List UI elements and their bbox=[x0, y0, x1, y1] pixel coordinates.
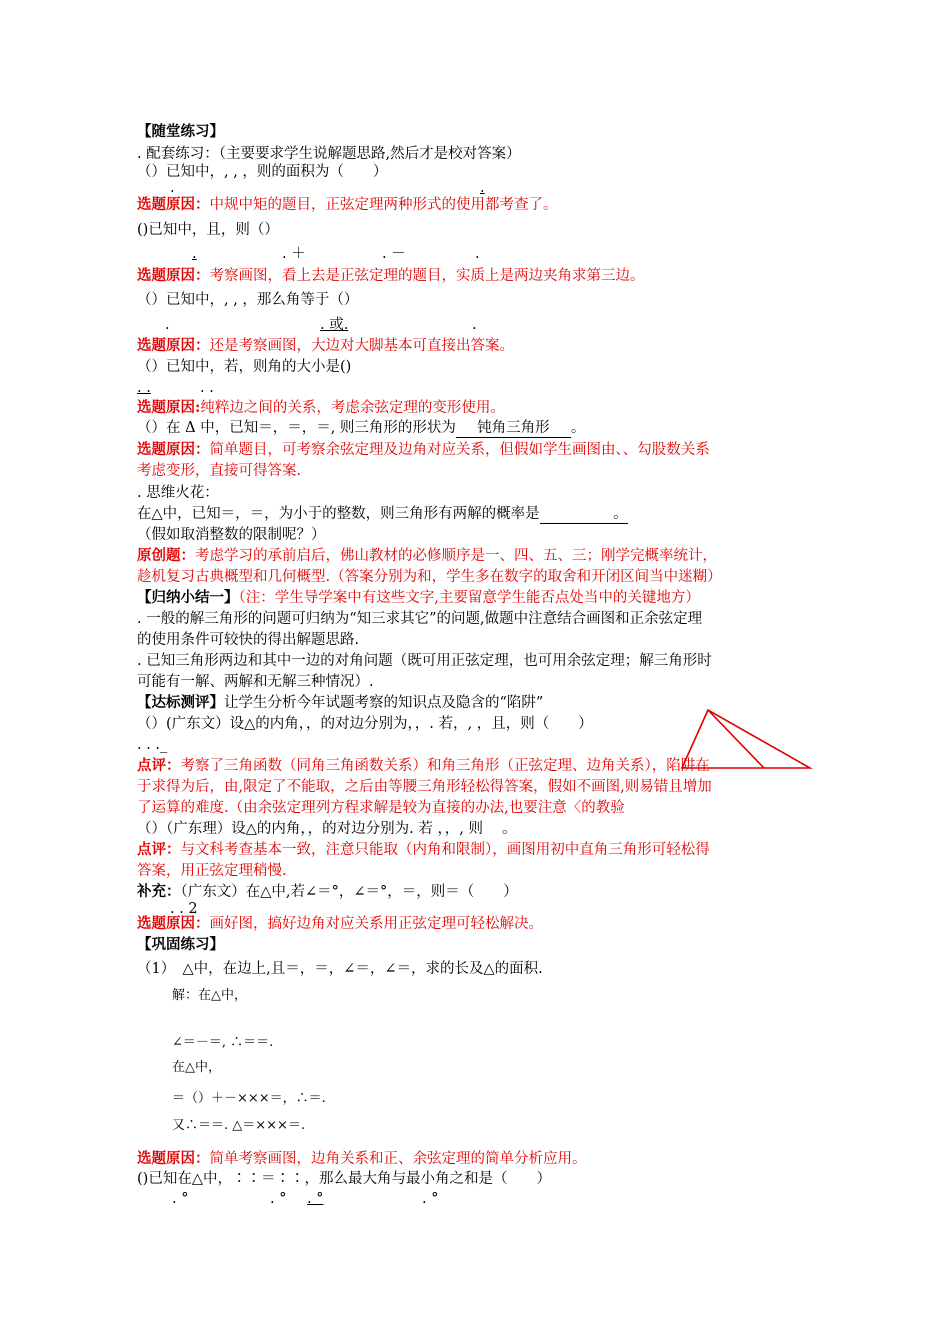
reason-7: 选题原因：简单考察画图，边角关系和正、余弦定理的简单分析应用。 bbox=[137, 1150, 587, 1167]
section-title-consolidation: 【巩固练习】 bbox=[137, 936, 224, 953]
probability-question: 在△中，已知＝，＝，为小于的整数，则三角形有两解的概率是 。 bbox=[137, 506, 628, 522]
section-title-summary: 【归纳小结一】（注：学生导学案中有这些文字,主要留意学生能否点处当中的关键地方） bbox=[137, 589, 700, 606]
question-4-stem: （）已知中，若，则角的大小是() bbox=[137, 359, 352, 375]
reason-5-line1: 选题原因：简单题目，可考察余弦定理及边角对应关系，但假如学生画图由、、勾股数关系 bbox=[137, 441, 710, 458]
triangle-diagram bbox=[678, 706, 814, 772]
comment-2-line1: 点评：与文科考查基本一致，注意只能取（内角和限制），画图用初中直角三角形可轻松得 bbox=[137, 841, 710, 858]
supplement-options: . . 2 bbox=[170, 901, 198, 917]
g2-option-c: . ° bbox=[307, 1191, 324, 1207]
solution-line4: ＝（）＋－×××＝，∴＝. bbox=[172, 1091, 326, 1106]
g2-option-b: . ° bbox=[270, 1191, 287, 1207]
question-5: （）在 Δ 中，已知＝，＝，＝, 则三角形的形状为 钝角三角形 。 bbox=[137, 420, 586, 436]
comment-1-line1: 点评：考察了三角函数（同角三角函数关系）和角三角形（正弦定理、边角关系），陷阱在 bbox=[137, 757, 710, 774]
question-2-stem: ()已知中，且，则（） bbox=[137, 222, 279, 238]
summary-1-line1: . 一般的解三角形的问题可归纳为“知三求其它”的问题,做题中注意结合画图和正余弦定理 bbox=[137, 611, 703, 627]
q3-option-a: . bbox=[165, 317, 170, 333]
q5-answer: 钝角三角形 bbox=[456, 419, 571, 438]
question-3-stem: （）已知中，, , ，那么角等于（） bbox=[137, 292, 359, 308]
q1-option-b: . bbox=[480, 180, 485, 196]
summary-1-line2: 的使用条件可较快的得出解题思路. bbox=[137, 632, 360, 648]
test-1-stem: （）(广东文）设△的内角，，的对边分别为，，. 若，, ，且，则（ ） bbox=[137, 716, 593, 732]
follow-up-question: （假如取消整数的限制呢？） bbox=[137, 527, 326, 543]
reason-2: 选题原因：考察画图，看上去是正弦定理的题目，实质上是两边夹角求第三边。 bbox=[137, 267, 645, 284]
solution-line3: 在△中， bbox=[172, 1060, 221, 1075]
triangle-outline bbox=[682, 710, 810, 768]
reason-3: 选题原因：还是考察画图，大边对大脚基本可直接出答案。 bbox=[137, 337, 514, 354]
consolidation-1-stem: （1） △中，在边上,且＝，＝，∠＝，∠＝，求的长及△的面积. bbox=[137, 961, 543, 977]
summary-2-line1: . 已知三角形两边和其中一边的对角问题（既可用正弦定理，也可用余弦定理；解三角形时 bbox=[137, 653, 712, 669]
section-title-assessment: 【达标测评】让学生分析今年试题考察的知识点及隐含的“陷阱” bbox=[137, 694, 544, 711]
practice-line: . 配套练习：（主要要求学生说解题思路,然后才是校对答案） bbox=[137, 146, 521, 162]
answer-blank: 。 bbox=[540, 505, 628, 524]
consolidation-2-stem: ()已知在△中，∶∶＝∶∶，那么最大角与最小角之和是（ ） bbox=[137, 1171, 551, 1187]
reason-1: 选题原因：中规中矩的题目，正弦定理两种形式的使用都考查了。 bbox=[137, 196, 558, 213]
q4-option-ab: . . bbox=[137, 380, 151, 396]
supplement-question: 补充：（广东文）在△中,若∠＝°，∠＝°，＝，则＝（ ） bbox=[137, 883, 518, 900]
triangle-cevian bbox=[708, 710, 764, 768]
g2-option-a: . ° bbox=[172, 1191, 189, 1207]
q2-option-a: . bbox=[192, 246, 197, 262]
question-1-stem: （）已知中，, , ，则的面积为（ ） bbox=[137, 164, 388, 180]
g2-option-d: . ° bbox=[422, 1191, 439, 1207]
original-question-line1: 原创题：考虑学习的承前启后，佛山教材的必修顺序是一、四、五、三；刚学完概率统计， bbox=[137, 547, 717, 564]
q3-option-c: . bbox=[472, 317, 477, 333]
original-question-line2: 趁机复习古典概型和几何概型.（答案分别为和，学生多在数字的取舍和开闭区间当中迷糊） bbox=[137, 569, 722, 585]
test-1-options: . . ._ bbox=[137, 737, 168, 753]
reason-5-line2: 考虑变形，直接可得答案. bbox=[137, 463, 302, 479]
comment-1-line2: 于求得为后，由,限定了不能取，之后由等腰三角形轻松得答案，假如不画图,则易错且增加 bbox=[137, 779, 712, 795]
solution-line2: ∠＝－＝, ∴＝＝. bbox=[172, 1035, 274, 1050]
reason-6: 选题原因：画好图，搞好边角对应关系用正弦定理可轻松解决。 bbox=[137, 915, 543, 932]
reason-4: 选题原因:纯粹边之间的关系，考虑余弦定理的变形使用。 bbox=[137, 399, 505, 416]
q3-option-b: . 或. bbox=[320, 317, 349, 333]
q1-option-a: . bbox=[170, 180, 175, 196]
section-title-practice: 【随堂练习】 bbox=[137, 123, 224, 140]
q2-option-b: . ＋ bbox=[282, 246, 306, 262]
thinking-spark: . 思维火花： bbox=[137, 485, 219, 501]
comment-2-line2: 答案，用正弦定理稍慢. bbox=[137, 863, 287, 879]
test-2-stem: （）（广东理）设△的内角，，的对边分别为. 若 ，，, 则 。 bbox=[137, 821, 517, 837]
q4-option-cd: . . bbox=[200, 380, 214, 396]
q2-option-d: . bbox=[475, 246, 480, 262]
comment-1-line3: 了运算的难度.（由余弦定理列方程求解是较为直接的办法,也要注意〈的教验 bbox=[137, 800, 625, 816]
solution-line5: 又∴＝＝. △＝×××＝. bbox=[172, 1118, 306, 1133]
q2-option-c: . － bbox=[382, 246, 406, 262]
solution-line1: 解：在△中， bbox=[172, 988, 247, 1003]
summary-2-line2: 可能有一解、两解和无解三种情况）. bbox=[137, 674, 374, 690]
